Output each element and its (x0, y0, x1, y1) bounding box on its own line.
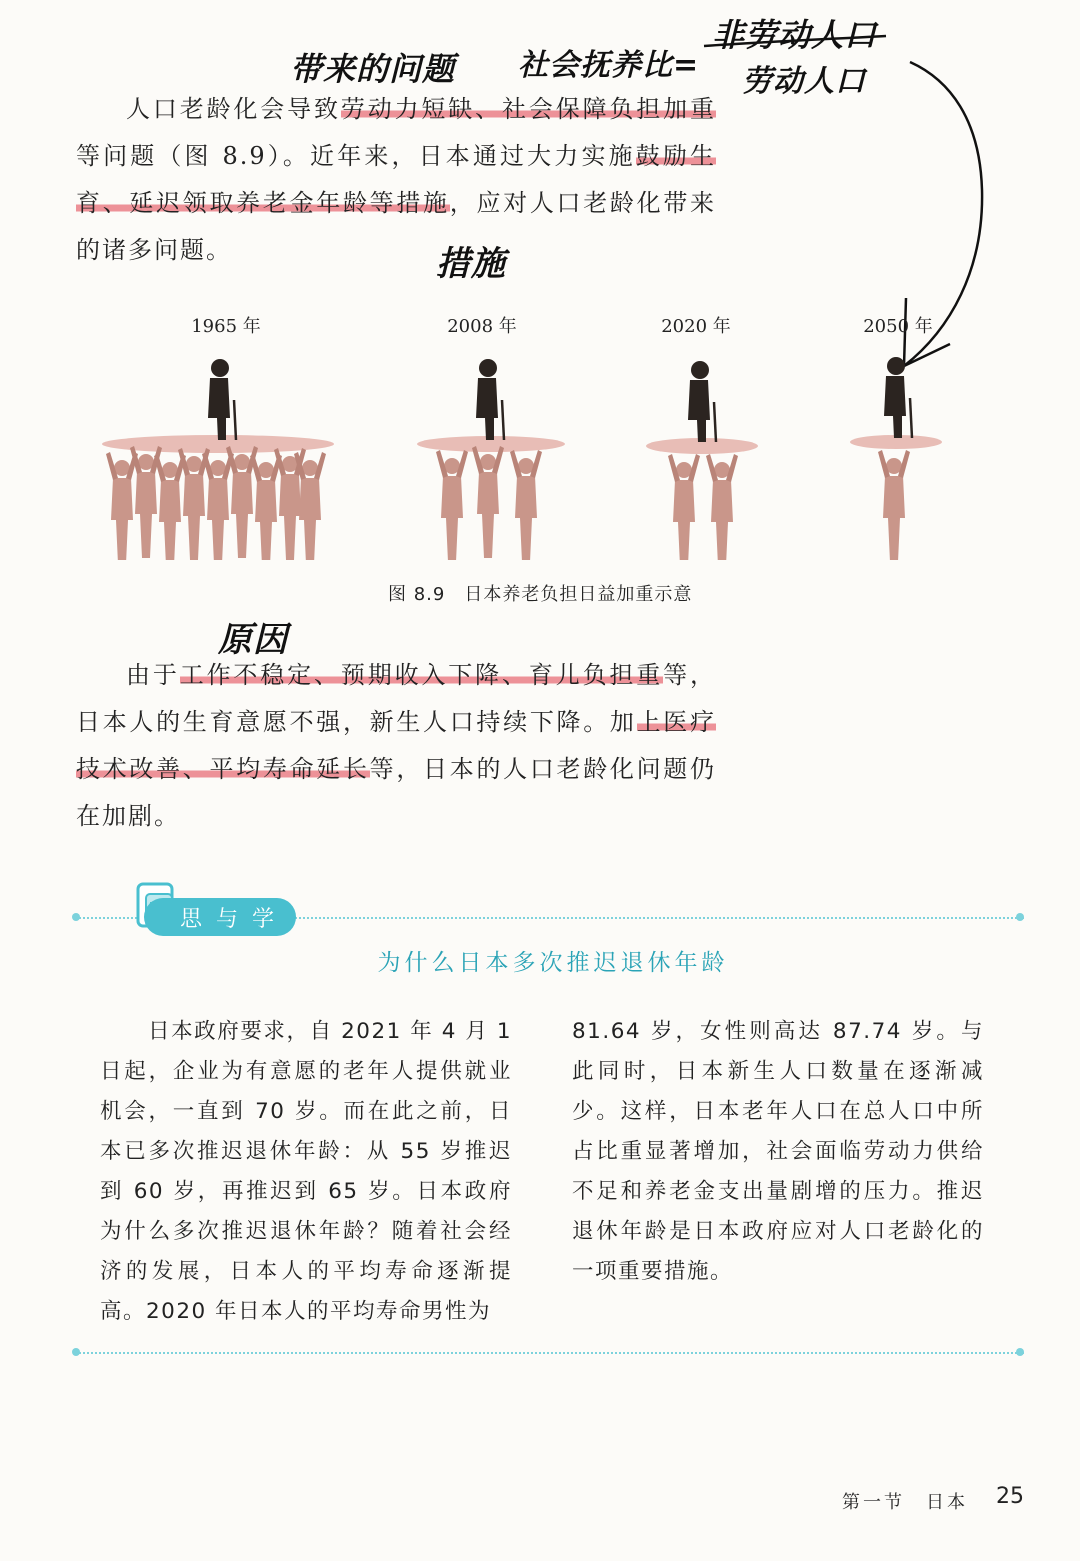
figure-year-2050: 2050 年 (863, 316, 933, 337)
paragraph-aging-causes (76, 652, 716, 840)
footer-section-label: 第一节 日本 (842, 1492, 968, 1513)
handwritten-problems-note: 带来的问题 (290, 50, 456, 88)
figure-group-2020 (646, 361, 758, 560)
think-box-top-right-dot (1016, 913, 1024, 921)
para1-text-middle: 等问题（图 8.9）。近年来，日本通过大力实施 (76, 142, 636, 170)
handwritten-arrow (880, 50, 990, 390)
para1-highlight-problems: 劳动力短缺、社会保障负担加重 (340, 95, 717, 123)
para1-text-end: ，应对人口老龄化带来的诸多问题。 (76, 189, 717, 264)
think-box-bottom-left-dot (72, 1348, 80, 1356)
figure-group-1965 (102, 359, 334, 560)
figure-group-2050 (850, 357, 942, 560)
page-number: 25 (996, 1484, 1024, 1509)
think-box-right-column: 81.64 岁，女性则高达 87.74 岁。与此同时，日本新生人口数量在逐渐减少。这样，日本老年人口在总人口中所占比重显著增加，社会面临劳动力供给不足和养老金支出量剧增的压力。推迟退休年龄是日本政府应对人口老龄化的一项重要措施。 (572, 1019, 984, 1284)
think-box-badge-label: 思与学 (180, 907, 289, 932)
para2-text-middle: 等，日本人的生育意愿不强，新生人口持续下降。加 (76, 661, 717, 736)
think-box-left-column: 日本政府要求，自 2021 年 4 月 1 日起，企业为有意愿的老年人提供就业机会，一直到 70 岁。而在此之前，日本已多次推迟退休年龄：从 55 岁推迟到 60 岁，再推迟到 65 岁。日本政府为什么多次推迟退休年龄？随着社会经济的发展，日本人的平均寿命逐渐提高。2020 年日本人的平均寿命男性为 (100, 1019, 512, 1324)
para2-highlight-causes: 工作不稳定、预期收入下降、育儿负担重 (179, 661, 664, 689)
para2-highlight-longevity: 上医疗技术改善、平均寿命延长 (76, 708, 717, 783)
figure-year-2020: 2020 年 (661, 316, 731, 337)
handwritten-ratio-denominator: 劳动人口 (742, 64, 866, 99)
handwritten-measures-note: 措施 (436, 244, 506, 284)
para1-highlight-measures: 鼓励生育、延迟领取养老金年龄等措施 (76, 142, 717, 217)
figure-group-2008 (417, 359, 565, 560)
figure-aging-burden-illustration (0, 340, 1080, 560)
para1-text-start: 人口老龄化会导致 (126, 95, 341, 123)
paragraph-aging-problems (76, 86, 716, 274)
handwritten-causes-note: 原因 (218, 620, 288, 660)
figure-year-1965: 1965 年 (191, 316, 261, 337)
think-box-bottom-right-dot (1016, 1348, 1024, 1356)
handwritten-ratio-numerator: 非劳动人口 (712, 16, 878, 54)
think-box-bottom-border (76, 1352, 1024, 1354)
para2-text-end: 等，日本的人口老龄化问题仍在加剧。 (76, 755, 717, 830)
para2-text-start: 由于 (126, 661, 180, 689)
handwritten-ratio-note: 社会抚养比= (518, 48, 700, 83)
think-box-title: 为什么日本多次推迟退休年龄 (377, 950, 729, 976)
figure-year-2008: 2008 年 (447, 316, 517, 337)
think-box-badge (134, 880, 298, 940)
think-box-top-left-dot (72, 913, 80, 921)
figure-caption: 图 8.9 日本养老负担日益加重示意 (388, 584, 693, 605)
